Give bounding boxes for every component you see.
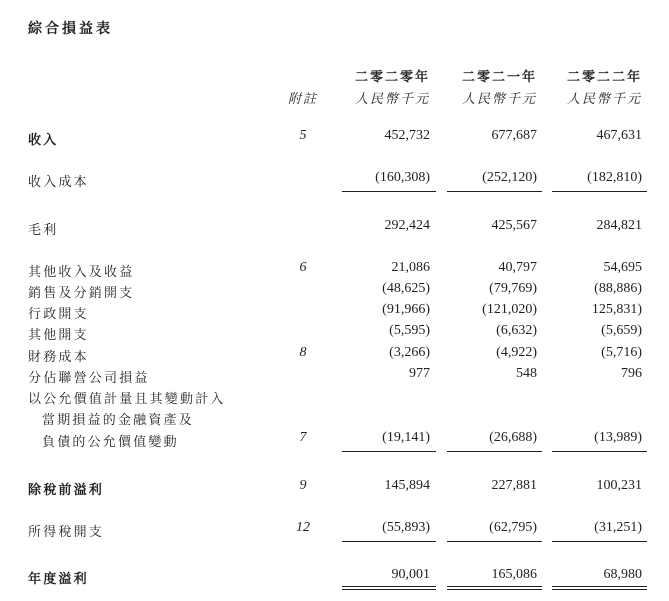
row-label-profit-for-year: 年度溢利 (28, 572, 89, 587)
value-revenue-2022: 467,631 (596, 128, 642, 143)
value-fair-value-2022: (13,989) (594, 430, 642, 445)
value-profit-before-tax-2021: 227,881 (491, 478, 537, 493)
value-profit-before-tax-2022: 100,231 (596, 478, 642, 493)
value-finance-costs-2020: (3,266) (389, 345, 430, 360)
value-revenue-2021: 677,687 (491, 128, 537, 143)
total-double-rule (447, 589, 542, 590)
value-selling-expenses-2022: (88,886) (594, 281, 642, 296)
value-profit-for-year-2021: 165,086 (491, 567, 537, 582)
value-other-expenses-2022: (5,659) (601, 323, 642, 338)
row-label-revenue: 收入 (28, 133, 59, 148)
value-gross-profit-2022: 284,821 (596, 218, 642, 233)
row-note-other-income: 6 (299, 260, 307, 275)
value-share-of-associates-2021: 548 (516, 366, 537, 381)
row-label-gross-profit: 毛利 (28, 223, 59, 238)
row-note-profit-before-tax: 9 (299, 478, 307, 493)
row-label-fair-value-line-3: 負債的公允價值變動 (42, 435, 179, 450)
row-label-share-of-associates: 分佔聯營公司損益 (28, 371, 150, 386)
value-admin-expenses-2021: (121,020) (482, 302, 537, 317)
total-double-rule (342, 589, 436, 590)
row-label-cost-of-revenue: 收入成本 (28, 175, 89, 190)
value-cost-of-revenue-2021: (252,120) (482, 170, 537, 185)
value-other-income-2021: 40,797 (498, 260, 537, 275)
subtotal-rule (552, 451, 647, 452)
value-gross-profit-2020: 292,424 (384, 218, 430, 233)
subtotal-rule (342, 191, 436, 192)
value-fair-value-2021: (26,688) (489, 430, 537, 445)
value-other-income-2022: 54,695 (603, 260, 642, 275)
value-selling-expenses-2020: (48,625) (382, 281, 430, 296)
year-header-2022: 二零二二年 (566, 70, 642, 85)
note-column-header: 附註 (287, 92, 318, 107)
row-note-fair-value: 7 (299, 430, 307, 445)
subtotal-rule (342, 541, 436, 542)
row-label-finance-costs: 財務成本 (28, 350, 89, 365)
row-label-fair-value-line-2: 當期損益的金融資產及 (42, 413, 195, 428)
value-cost-of-revenue-2020: (160,308) (375, 170, 430, 185)
value-admin-expenses-2022: 125,831) (591, 302, 642, 317)
value-other-income-2020: 21,086 (391, 260, 430, 275)
total-double-rule (552, 589, 647, 590)
subtotal-rule (447, 191, 542, 192)
value-other-expenses-2021: (6,632) (496, 323, 537, 338)
value-cost-of-revenue-2022: (182,810) (587, 170, 642, 185)
subtotal-rule (447, 541, 542, 542)
total-double-rule (552, 586, 647, 587)
row-note-income-tax: 12 (296, 520, 310, 535)
value-finance-costs-2021: (4,922) (496, 345, 537, 360)
value-share-of-associates-2022: 796 (621, 366, 642, 381)
value-income-tax-2021: (62,795) (489, 520, 537, 535)
year-header-2020: 二零二零年 (354, 70, 430, 85)
value-revenue-2020: 452,732 (384, 128, 430, 143)
value-profit-before-tax-2020: 145,894 (384, 478, 430, 493)
value-share-of-associates-2020: 977 (409, 366, 430, 381)
row-label-admin-expenses: 行政開支 (28, 307, 89, 322)
value-other-expenses-2020: (5,595) (389, 323, 430, 338)
statement-title: 綜合損益表 (28, 21, 113, 37)
value-income-tax-2022: (31,251) (594, 520, 642, 535)
subtotal-rule (342, 451, 436, 452)
value-admin-expenses-2020: (91,966) (382, 302, 430, 317)
total-double-rule (447, 586, 542, 587)
year-header-2021: 二零二一年 (461, 70, 537, 85)
row-label-other-income: 其他收入及收益 (28, 265, 135, 280)
unit-header-2020: 人民幣千元 (354, 92, 430, 107)
subtotal-rule (552, 541, 647, 542)
value-income-tax-2020: (55,893) (382, 520, 430, 535)
subtotal-rule (552, 191, 647, 192)
value-selling-expenses-2021: (79,769) (489, 281, 537, 296)
row-label-profit-before-tax: 除稅前溢利 (28, 483, 105, 498)
value-fair-value-2020: (19,141) (382, 430, 430, 445)
unit-header-2022: 人民幣千元 (566, 92, 642, 107)
row-note-finance-costs: 8 (299, 345, 307, 360)
value-profit-for-year-2020: 90,001 (391, 567, 430, 582)
value-gross-profit-2021: 425,567 (491, 218, 537, 233)
row-note-revenue: 5 (299, 128, 307, 143)
subtotal-rule (447, 451, 542, 452)
total-double-rule (342, 586, 436, 587)
value-finance-costs-2022: (5,716) (601, 345, 642, 360)
row-label-selling-expenses: 銷售及分銷開支 (28, 286, 135, 301)
row-label-fair-value-line-1: 以公允價值計量且其變動計入 (28, 392, 226, 407)
value-profit-for-year-2022: 68,980 (603, 567, 642, 582)
row-label-income-tax: 所得稅開支 (28, 525, 105, 540)
row-label-other-expenses: 其他開支 (28, 328, 89, 343)
unit-header-2021: 人民幣千元 (461, 92, 537, 107)
